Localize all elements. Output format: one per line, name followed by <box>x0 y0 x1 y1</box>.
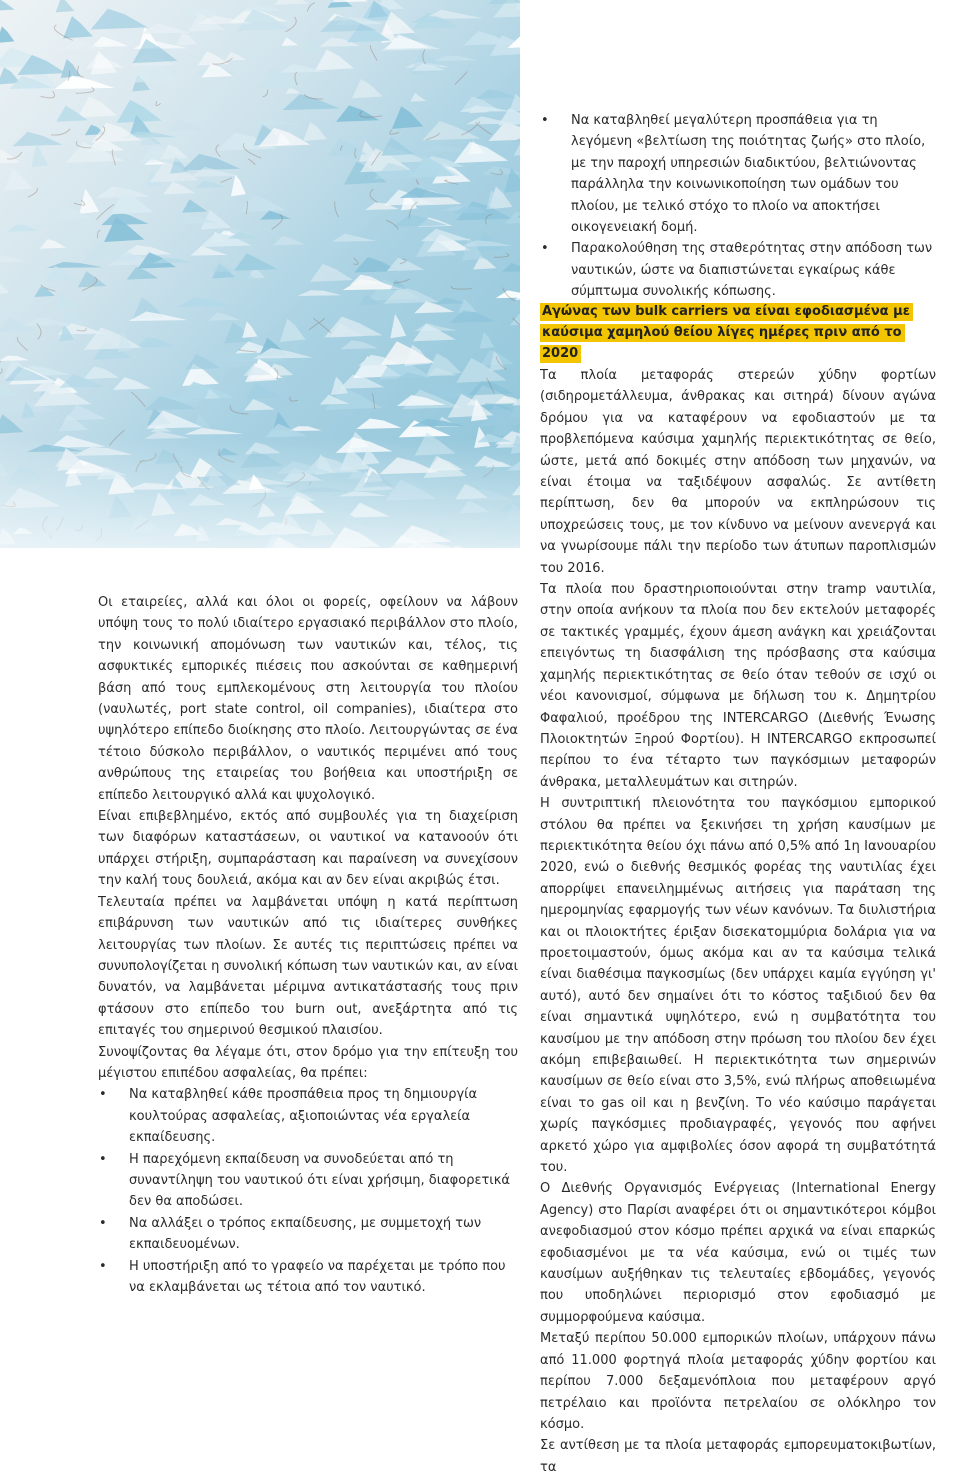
left-bullet-list <box>98 1084 518 1298</box>
paragraph: Σε αντίθεση με τα πλοία μεταφοράς εμπορευματοκιβωτίων, τα <box>540 1438 936 1475</box>
section-heading <box>540 301 940 364</box>
paragraph: Τα πλοία που δραστηριοποιούνται στην tramp ναυτιλία, στην οποία ανήκουν τα πλοία που δεν εκτελούν μεταφορές σε τακτικές γραμμές, έχουν άμεση ανάγκη και χρειάζονται επειγόντως τη διασφάλιση της πρόσβασης στα καύσιμα χαμηλής περιεκτικότητας σε θείο όταν τεθούν σε ισχύ οι νέοι κανονισμοί, σύμφωνα με δήλωση του κ. Δημητρίου Φαφαλιού, προέδρου της INTERCARGO (Διεθνής Ένωσης Πλοιοκτητών Ξηρού Φορτίου). Η INTERCARGO εκπροσωπεί περίπου το ένα τέταρτο των παγκόσμιων μεταφορών άνθρακα, μεταλλευμάτων και σιτηρών. <box>540 582 936 790</box>
paragraph: Είναι επιβεβλημένο, εκτός από συμβουλές για τη διαχείριση των διαφόρων καταστάσεων, οι ναυτικοί να κατανοούν ότι υπάρχει στήριξη, συμπαράσταση και παραίνεση να συνεχίσουν την καλή τους δουλειά, ακόμα και αν δεν είναι ακριβώς έτσι. <box>98 809 518 889</box>
paragraph: Τελευταία πρέπει να λαμβάνεται υπόψη η κατά περίπτωση επιβάρυνση των ναυτικών από τις ιδιαίτερες συνθήκες λειτουργίας των πλοίων. Σε αυτές τις περιπτώσεις πρέπει να συνυπολογίζεται η συνολική κόπωση των ναυτικών και, αν είναι δυνατόν, να λαμβάνεται μέριμνα αντικατάστασής τους πριν φτάσουν στο επίπεδο του burn out, ανεξάρτητα από τις επιταγές του σημερινού θεσμικού πλαισίου. <box>98 894 518 1039</box>
left-body-column <box>98 592 518 1298</box>
list-item: • Να αλλάξει ο τρόπος εκπαίδευσης, με συμμετοχή των εκπαιδευομένων. <box>98 1213 518 1256</box>
list-item: • Να καταβληθεί κάθε προσπάθεια προς τη δημιουργία κουλτούρας ασφαλείας, αξιοποιώντας νέα εργαλεία εκπαίδευσης. <box>98 1084 518 1148</box>
heading-line-2: καύσιμα χαμηλού θείου λίγες ημέρες πριν από το 2020 <box>540 324 905 363</box>
paragraph: Τα πλοία μεταφοράς στερεών χύδην φορτίων (σιδηρομετάλλευμα, άνθρακας και σιτηρά) δίνουν αγώνα δρόμου για να καταφέρουν να εφοδιαστούν με τα προβλεπόμενα καύσιμα χαμηλής περιεκτικότητας σε θείο, ώστε, μετά από δοκιμές στην απόδοση των μηχανών, να είναι έτοιμα να ταξιδέψουν ασφαλώς. Σε αντίθετη περίπτωση, δεν θα μπορούν να εκπληρώσουν τις υποχρεώσεις τους, με τον κίνδυνο να μείνουν ανενεργά και να γνωρίσουμε πάλι την περίοδο των άτυπων παροπλισμών του 2016. <box>540 368 936 576</box>
list-item: • Η υποστήριξη από το γραφείο να παρέχεται με τρόπο που να εκλαμβάνεται ως τέτοια από τον ναυτικό. <box>98 1256 518 1299</box>
list-item: • Η παρεχόμενη εκπαίδευση να συνοδεύεται από τη συναντίληψη του ναυτικού ότι είναι χρήσιμη, διαφορετικά δεν θα αποδώσει. <box>98 1149 518 1213</box>
heading-line-1: Αγώνας των bulk carriers να είναι εφοδιασμένα με <box>540 303 913 321</box>
paragraph: Η συντριπτική πλειονότητα του παγκόσμιου εμπορικού στόλου θα πρέπει να ξεκινήσει τη χρήση καυσίμων με περιεκτικότητα θείου όχι πάνω από 0,5% από 1η Ιανουαρίου 2020, ενώ ο διεθνής θεσμικός φορέας της ναυτιλίας έχει απορρίψει επανειλημμένως αιτήσεις για παράταση της ημερομηνίας εφαρμογής των νέων κανόνων. Τα διυλιστήρια και οι πλοιοκτήτες έριξαν δισεκατομμύρια δολάρια για να προετοιμαστούν, όμως ακόμα και αν τα καύσιμα τελικά είναι διαθέσιμα παγκοσμίως (δεν υπάρχει καμία εγγύηση γι' αυτό), αυτό δεν σημαίνει ότι το κόστος ταξιδιού δεν θα είναι σημαντικά υψηλότερο, ενώ η συμβατότητα του καυσίμου με την απόδοση στην πρόωση του πλοίου δεν έχει ακόμη επιβεβαιωθεί. Η περιεκτικότητα των σημερινών καυσίμων σε θείο είναι στο 3,5%, ενώ πλήρως αποθειωμένα είναι το gas oil και η βενζίνη. Το νέο καύσιμο παράγεται χωρίς παγκόσμιες προδιαγραφές, γεγονός που αφήνει αρκετό χώρο για αμφιβολίες όσον αφορά τη συμβατότητά του. <box>540 796 936 1176</box>
paragraph: Οι εταιρείες, αλλά και όλοι οι φορείς, οφείλουν να λάβουν υπόψη τους το πολύ ιδιαίτερο εργασιακό περιβάλλον στο πλοίο, την κοινωνική απομόνωση των ναυτικών και, τέλος, τις ασφυκτικές εμπορικές πιέσεις που ασκούνται σε καθημερινή βάση από τους εμπλεκομένους στη λειτουργία του πλοίου (ναυλωτές, port state control, oil companies), ιδιαίτερα στο υψηλότερο επίπεδο διοίκησης στο πλοίο. Λειτουργώντας σε ένα τέτοιο δύσκολο περιβάλλον, ο ναυτικός περιμένει από τους ανθρώπους της εταιρείας του βοήθεια και υποστήριξη σε επίπεδο λειτουργικό αλλά και ψυχολογικό. <box>98 595 518 803</box>
paragraph: Συνοψίζοντας θα λέγαμε ότι, στον δρόμο για την επίτευξη του μέγιστου επιπέδου ασφαλείας, θα πρέπει: <box>98 1044 518 1081</box>
right-top-column <box>540 110 936 303</box>
right-top-bullet-list <box>540 110 936 303</box>
list-item: • Παρακολούθηση της σταθερότητας στην απόδοση των ναυτικών, ώστε να διαπιστώνεται εγκαίρως κάθε σύμπτωμα συνολικής κόπωσης. <box>540 238 936 302</box>
paragraph: Μεταξύ περίπου 50.000 εμπορικών πλοίων, υπάρχουν πάνω από 11.000 φορτηγά πλοία μεταφοράς χύδην φορτίου και περίπου 7.000 δεξαμενόπλοια που μεταφέρουν αργό πετρέλαιο και προϊόντα πετρελαίου σε ολόκληρο τον κόσμο. <box>540 1331 936 1432</box>
list-item: • Να καταβληθεί μεγαλύτερη προσπάθεια για τη λεγόμενη «βελτίωση της ποιότητας ζωής» στο πλοίο, με την παροχή υπηρεσιών διαδικτύου, βελτιώνοντας παράλληλα την κοινωνικοποίηση των ομάδων του πλοίου, με τελικό στόχο το πλοίο να αποκτήσει οικογενειακή δομή. <box>540 110 936 238</box>
glacier-photo <box>0 0 520 548</box>
paragraph: Ο Διεθνής Οργανισμός Ενέργειας (International Energy Agency) στο Παρίσι αναφέρει ότι οι σημαντικότεροι κόμβοι ανεφοδιασμού στον κόσμο πρέπει αρχικά να είναι επαρκώς εφοδιασμένοι με τα νέα καύσιμα, ενώ οι τιμές των καυσίμων αυξήθηκαν τις τελευταίες εβδομάδες, γεγονός που υποδηλώνει περιορισμό στον εφοδιασμό με συμμορφούμενα καύσιμα. <box>540 1181 936 1325</box>
right-body-column <box>540 365 936 1478</box>
